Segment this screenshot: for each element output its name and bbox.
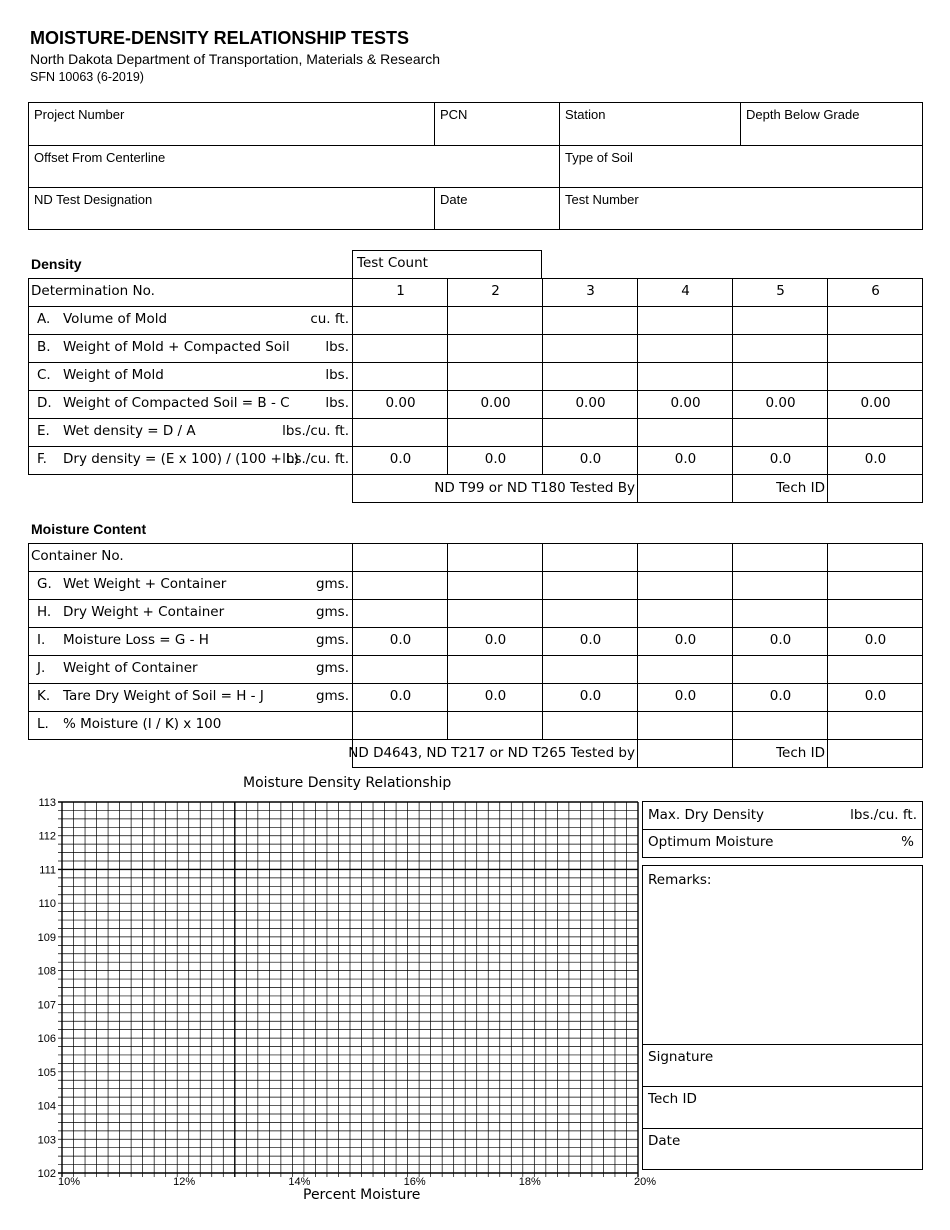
moisture-column-header[interactable]	[827, 543, 923, 572]
moisture-tech-id-input[interactable]	[827, 739, 923, 768]
value: 0.0	[674, 688, 697, 704]
density-value-cell[interactable]	[732, 446, 828, 475]
y-tick-label: 104	[37, 1100, 56, 1113]
density-value-cell[interactable]	[542, 306, 638, 335]
signature-label: Signature	[648, 1049, 714, 1065]
station-field[interactable]	[560, 103, 741, 146]
row-letter: E.	[37, 423, 50, 439]
moisture-section-title: Moisture Content	[31, 521, 147, 537]
chart-title: Moisture Density Relationship	[243, 775, 452, 791]
row-letter: C.	[37, 367, 51, 383]
y-tick-label: 102	[37, 1168, 56, 1180]
moisture-column-header[interactable]	[447, 543, 543, 572]
density-tested-by-label: ND T99 or ND T180 Tested By	[434, 480, 635, 496]
pcn-field[interactable]	[435, 103, 560, 146]
remarks-signature-box	[642, 865, 923, 1170]
type-of-soil-label: Type of Soil	[565, 150, 633, 165]
density-value-cell[interactable]	[447, 446, 543, 475]
row-letter: D.	[37, 395, 52, 411]
moisture-row-label-cell	[28, 571, 353, 600]
density-row-label-cell	[28, 446, 353, 475]
moisture-value-cell[interactable]	[827, 599, 923, 628]
moisture-value-cell[interactable]	[542, 683, 638, 712]
moisture-value-cell[interactable]	[732, 711, 828, 740]
test-count-field[interactable]	[352, 250, 542, 279]
moisture-value-cell[interactable]	[637, 627, 733, 656]
density-row-label-cell	[28, 306, 353, 335]
density-value-cell[interactable]	[827, 390, 923, 419]
density-column-number: 2	[491, 283, 500, 299]
moisture-value-cell[interactable]	[732, 599, 828, 628]
row-letter: F.	[37, 451, 47, 467]
density-value-cell[interactable]	[542, 446, 638, 475]
density-value-cell[interactable]	[352, 418, 448, 447]
moisture-density-chart[interactable]	[0, 790, 660, 1210]
density-column-header	[637, 278, 733, 307]
density-value-cell[interactable]	[542, 362, 638, 391]
density-column-header	[352, 278, 448, 307]
moisture-header-label: Container No.	[31, 548, 124, 564]
y-tick-label: 111	[39, 864, 56, 877]
agency-name: North Dakota Department of Transportation, Materials & Research	[30, 51, 441, 67]
moisture-value-cell[interactable]	[352, 683, 448, 712]
results-box	[642, 801, 923, 858]
density-header-label-cell	[28, 278, 353, 307]
density-value-cell[interactable]	[732, 306, 828, 335]
moisture-tech-id-label-cell	[732, 739, 828, 768]
y-tick-label: 112	[38, 830, 56, 843]
x-tick-label: 12%	[173, 1176, 196, 1188]
density-value-cell[interactable]	[352, 446, 448, 475]
y-tick-label: 106	[37, 1033, 56, 1046]
tech-id-label: Tech ID	[648, 1091, 697, 1107]
value: 0.0	[579, 632, 602, 648]
offset-from-centerline-field[interactable]	[29, 146, 560, 188]
project-number-field[interactable]	[29, 103, 435, 146]
row-label: Tare Dry Weight of Soil = H - J	[63, 688, 264, 704]
row-unit: gms.	[315, 604, 349, 620]
moisture-row-label-cell	[28, 711, 353, 740]
row-unit: lbs./cu. ft.	[282, 451, 349, 467]
max-dry-density-label: Max. Dry Density	[648, 807, 765, 823]
row-unit: gms.	[315, 688, 349, 704]
value: 0.0	[864, 632, 887, 648]
moisture-row-label-cell	[28, 599, 353, 628]
density-column-header	[542, 278, 638, 307]
moisture-value-cell[interactable]	[732, 655, 828, 684]
y-tick-label: 105	[37, 1066, 56, 1079]
moisture-value-cell[interactable]	[637, 711, 733, 740]
value: 0.0	[579, 688, 602, 704]
density-value-cell[interactable]	[447, 334, 543, 363]
station-label: Station	[565, 107, 606, 122]
moisture-value-cell[interactable]	[732, 683, 828, 712]
row-label: % Moisture (I / K) x 100	[63, 716, 222, 732]
value: 0.0	[389, 451, 412, 467]
row-letter: I.	[37, 632, 46, 648]
moisture-value-cell[interactable]	[352, 599, 448, 628]
row-letter: H.	[37, 604, 52, 620]
moisture-row-label-cell	[28, 683, 353, 712]
remarks-field[interactable]	[643, 866, 922, 1045]
row-label: Volume of Mold	[63, 311, 168, 327]
row-label: Wet Weight + Container	[63, 576, 227, 592]
moisture-column-header[interactable]	[637, 543, 733, 572]
density-value-cell[interactable]	[447, 418, 543, 447]
moisture-value-cell[interactable]	[637, 571, 733, 600]
density-header-label: Determination No.	[31, 283, 155, 299]
density-column-header	[447, 278, 543, 307]
nd-test-designation-label: ND Test Designation	[34, 192, 153, 207]
moisture-value-cell[interactable]	[542, 599, 638, 628]
moisture-value-cell[interactable]	[447, 711, 543, 740]
value: 0.00	[670, 395, 701, 411]
moisture-value-cell[interactable]	[732, 627, 828, 656]
density-tech-id-input[interactable]	[827, 474, 923, 503]
moisture-tech-id-label: Tech ID	[776, 745, 825, 761]
moisture-value-cell[interactable]	[542, 627, 638, 656]
density-value-cell[interactable]	[732, 334, 828, 363]
depth-below-grade-label: Depth Below Grade	[746, 107, 860, 122]
y-tick-label: 107	[37, 999, 56, 1012]
row-letter: J.	[37, 660, 46, 676]
density-value-cell[interactable]	[732, 418, 828, 447]
max-dry-density-unit: lbs./cu. ft.	[850, 807, 917, 823]
moisture-value-cell[interactable]	[542, 711, 638, 740]
project-number-label: Project Number	[34, 107, 125, 122]
moisture-value-cell[interactable]	[352, 571, 448, 600]
moisture-value-cell[interactable]	[447, 599, 543, 628]
density-tested-by-label-cell	[352, 474, 638, 503]
row-letter: A.	[37, 311, 51, 327]
density-column-header	[732, 278, 828, 307]
date-signed-field[interactable]	[643, 1129, 922, 1169]
moisture-value-cell[interactable]	[827, 655, 923, 684]
density-tested-by-input[interactable]	[637, 474, 733, 503]
value: 0.0	[864, 688, 887, 704]
moisture-column-header[interactable]	[542, 543, 638, 572]
chart-xlabel: Percent Moisture	[303, 1187, 421, 1203]
density-value-cell[interactable]	[637, 446, 733, 475]
x-tick-label: 16%	[403, 1176, 426, 1188]
row-label: Dry density = (E x 100) / (100 + L)	[63, 451, 299, 467]
x-tick-label: 10%	[57, 1176, 81, 1188]
row-label: Weight of Container	[63, 660, 198, 676]
density-value-cell[interactable]	[637, 334, 733, 363]
density-row-label-cell	[28, 390, 353, 419]
density-value-cell[interactable]	[827, 334, 923, 363]
nd-test-designation-field[interactable]	[29, 188, 435, 229]
page-title: MOISTURE-DENSITY RELATIONSHIP TESTS	[30, 28, 410, 48]
date-field[interactable]	[435, 188, 560, 229]
density-value-cell[interactable]	[827, 306, 923, 335]
density-value-cell[interactable]	[352, 390, 448, 419]
density-value-cell[interactable]	[732, 390, 828, 419]
row-unit: lbs.	[325, 339, 349, 355]
density-value-cell[interactable]	[637, 390, 733, 419]
density-value-cell[interactable]	[542, 334, 638, 363]
y-tick-label: 113	[38, 797, 56, 809]
remarks-label: Remarks:	[648, 872, 712, 888]
row-label: Moisture Loss = G - H	[63, 632, 209, 648]
pcn-label: PCN	[440, 107, 468, 122]
offset-label: Offset From Centerline	[34, 150, 166, 165]
moisture-value-cell[interactable]	[637, 683, 733, 712]
optimum-moisture-unit: %	[901, 834, 914, 850]
moisture-row-label-cell	[28, 627, 353, 656]
moisture-value-cell[interactable]	[352, 627, 448, 656]
project-info-block	[28, 102, 923, 230]
density-column-number: 1	[396, 283, 405, 299]
row-letter: G.	[37, 576, 52, 592]
density-value-cell[interactable]	[637, 362, 733, 391]
y-tick-label: 109	[37, 931, 56, 944]
row-unit: cu. ft.	[310, 311, 349, 327]
density-value-cell[interactable]	[352, 362, 448, 391]
row-label: Dry Weight + Container	[63, 604, 225, 620]
density-value-cell[interactable]	[827, 362, 923, 391]
density-value-cell[interactable]	[447, 362, 543, 391]
test-count-label: Test Count	[357, 255, 428, 271]
type-of-soil-field[interactable]	[560, 146, 922, 188]
moisture-row-label-cell	[28, 655, 353, 684]
value: 0.0	[769, 688, 792, 704]
moisture-value-cell[interactable]	[732, 571, 828, 600]
value: 0.00	[575, 395, 606, 411]
moisture-value-cell[interactable]	[827, 571, 923, 600]
value: 0.00	[860, 395, 891, 411]
row-label: Wet density = D / A	[63, 423, 196, 439]
row-label: Weight of Compacted Soil = B - C	[63, 395, 290, 411]
row-unit: gms.	[315, 632, 349, 648]
density-value-cell[interactable]	[352, 306, 448, 335]
moisture-value-cell[interactable]	[827, 711, 923, 740]
test-number-field[interactable]	[560, 188, 922, 229]
value: 0.0	[484, 688, 507, 704]
x-tick-label: 20%	[633, 1176, 657, 1188]
density-value-cell[interactable]	[542, 390, 638, 419]
moisture-tested-by-label-cell	[348, 739, 638, 768]
density-column-number: 6	[871, 283, 880, 299]
form-number: SFN 10063 (6-2019)	[30, 70, 144, 84]
row-letter: B.	[37, 339, 51, 355]
density-value-cell[interactable]	[827, 418, 923, 447]
moisture-value-cell[interactable]	[827, 683, 923, 712]
row-letter: K.	[37, 688, 51, 704]
moisture-tested-by-label: ND D4643, ND T217 or ND T265 Tested by	[348, 745, 635, 761]
value: 0.0	[769, 632, 792, 648]
value: 0.0	[484, 451, 507, 467]
moisture-value-cell[interactable]	[352, 655, 448, 684]
y-tick-label: 103	[37, 1134, 56, 1147]
moisture-value-cell[interactable]	[637, 599, 733, 628]
value: 0.00	[765, 395, 796, 411]
moisture-value-cell[interactable]	[447, 571, 543, 600]
depth-below-grade-field[interactable]	[741, 103, 922, 146]
y-tick-label: 110	[38, 898, 56, 911]
density-column-number: 4	[681, 283, 690, 299]
moisture-value-cell[interactable]	[447, 655, 543, 684]
density-column-header	[827, 278, 923, 307]
max-dry-density-field[interactable]	[643, 802, 922, 830]
value: 0.0	[674, 451, 697, 467]
row-label: Weight of Mold + Compacted Soil	[63, 339, 290, 355]
moisture-column-header[interactable]	[352, 543, 448, 572]
density-tech-id-label: Tech ID	[776, 480, 825, 496]
value: 0.0	[769, 451, 792, 467]
density-section-title: Density	[31, 256, 82, 272]
value: 0.0	[864, 451, 887, 467]
value: 0.0	[579, 451, 602, 467]
density-column-number: 5	[776, 283, 785, 299]
density-tech-id-label-cell	[732, 474, 828, 503]
test-number-label: Test Number	[565, 192, 639, 207]
density-value-cell[interactable]	[827, 446, 923, 475]
density-row-label-cell	[28, 362, 353, 391]
date-signed-label: Date	[648, 1133, 681, 1149]
density-value-cell[interactable]	[637, 306, 733, 335]
moisture-value-cell[interactable]	[447, 627, 543, 656]
value: 0.0	[389, 632, 412, 648]
density-column-number: 3	[586, 283, 595, 299]
density-row-label-cell	[28, 418, 353, 447]
density-value-cell[interactable]	[637, 418, 733, 447]
value: 0.0	[484, 632, 507, 648]
date-label: Date	[440, 192, 468, 207]
value: 0.00	[385, 395, 416, 411]
moisture-value-cell[interactable]	[827, 627, 923, 656]
row-label: Weight of Mold	[63, 367, 164, 383]
moisture-header-label-cell	[28, 543, 353, 572]
moisture-value-cell[interactable]	[542, 655, 638, 684]
moisture-value-cell[interactable]	[447, 683, 543, 712]
row-letter: L.	[37, 716, 49, 732]
value: 0.00	[480, 395, 511, 411]
moisture-value-cell[interactable]	[352, 711, 448, 740]
optimum-moisture-field[interactable]	[643, 830, 922, 857]
row-unit: lbs.	[325, 367, 349, 383]
moisture-value-cell[interactable]	[542, 571, 638, 600]
density-value-cell[interactable]	[542, 418, 638, 447]
density-value-cell[interactable]	[447, 306, 543, 335]
value: 0.0	[674, 632, 697, 648]
optimum-moisture-label: Optimum Moisture	[648, 834, 774, 850]
x-tick-label: 14%	[288, 1176, 311, 1188]
row-unit: lbs.	[325, 395, 349, 411]
row-unit: gms.	[315, 576, 349, 592]
signature-field[interactable]	[643, 1045, 922, 1087]
y-tick-label: 108	[37, 965, 56, 978]
tech-id-field[interactable]	[643, 1087, 922, 1129]
moisture-tested-by-input[interactable]	[637, 739, 733, 768]
density-value-cell[interactable]	[732, 362, 828, 391]
value: 0.0	[389, 688, 412, 704]
x-tick-label: 18%	[518, 1176, 541, 1188]
density-value-cell[interactable]	[352, 334, 448, 363]
row-unit: lbs./cu. ft.	[282, 423, 349, 439]
row-unit: gms.	[315, 660, 349, 676]
moisture-column-header[interactable]	[732, 543, 828, 572]
density-row-label-cell	[28, 334, 353, 363]
density-value-cell[interactable]	[447, 390, 543, 419]
moisture-value-cell[interactable]	[637, 655, 733, 684]
